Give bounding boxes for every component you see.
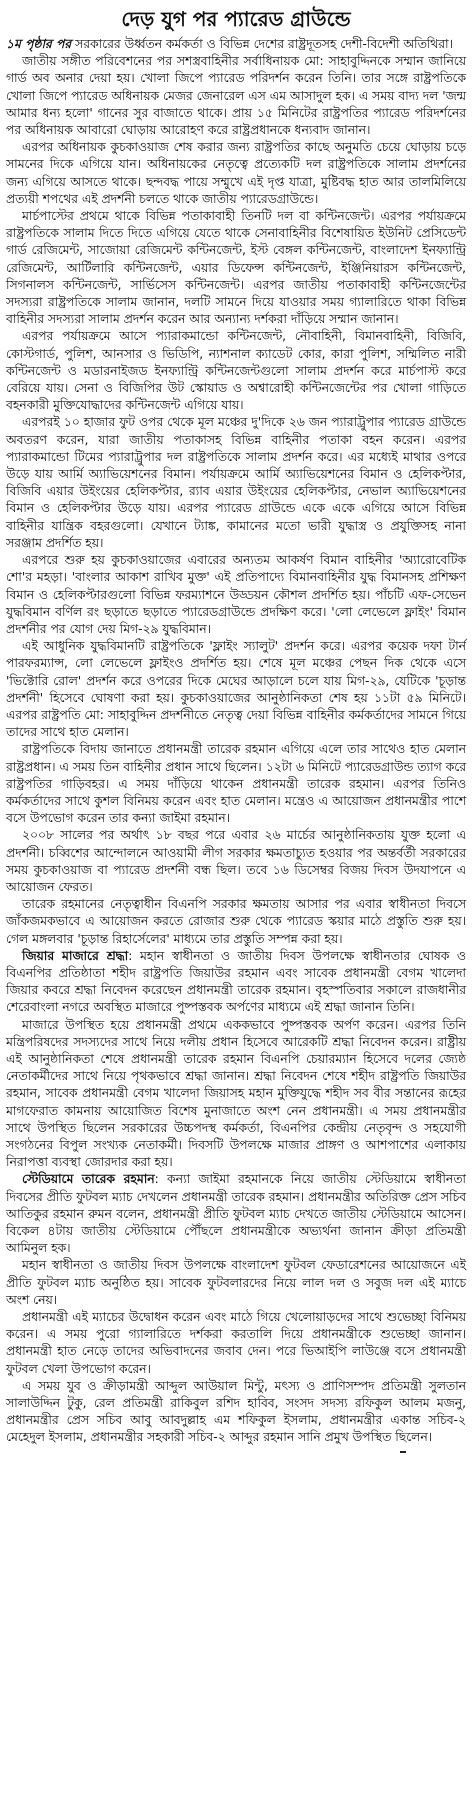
article-paragraph: মহান স্বাধীনতা ও জাতীয় দিবস উপলক্ষে বাংলাদেশ ফুটবল ফেডারেশনের আয়োজনে এই প্রীতি ফুটবল ম্যাচ অনুষ্ঠিত হয়। সাবেক ফুটবলারদের নিয়ে লাল দল ও সবুজ দল এই ম্যাচে অংশ নেয়।	[6, 1258, 466, 1307]
subhead-ziaur-mazar: জিয়ার মাজারে শ্রদ্ধা	[22, 948, 129, 963]
article-paragraph: এরপর অধিনায়ক কুচকাওয়াজ শেষ করার জন্য রাষ্ট্রপতির কাছে অনুমতি চেয়ে ঘোড়ায় চড়ে সামনের দিকে এগিয়ে যান। অধিনায়কের নেতৃত্বে প্রত্যেকটি দল রাষ্ট্রপতিকে সালাম প্রদর্শনের জন্য এগিয়ে আসতে থাকে। ছন্দবদ্ধ পায়ে সম্মুখে এই দৃপ্ত যাত্রা, মুষ্টিবদ্ধ হাত আর তালমিলিয়ে প্রত্যয়ী শপথের এই প্রদর্শনী চলতে থাকে জাতীয় প্যারেডগ্রাউন্ডে।	[6, 140, 466, 206]
page-footer	[6, 1447, 466, 1461]
article-paragraph: ২০০৮ সালের পর অর্থাৎ ১৮ বছর পরে এবার ২৬ মার্চের আনুষ্ঠানিকতায় যুক্ত হলো এ প্রদর্শনী। চব্বিশের আন্দোলনে আওয়ামী লীগ সরকার ক্ষমতাচ্যুত হওয়ার পর অন্তর্বর্তী সরকারের সময় কুচকাওয়াজ বা প্যারেড প্রদর্শনী বন্ধ ছিল। তবে ১৬ ডিসেম্বর বিজয় দিবস উদযাপনে এ আয়োজন ফেরত।	[6, 828, 466, 894]
article-paragraph: এই আধুনিক যুদ্ধবিমানটি রাষ্ট্রপতিকে 'ফ্লাইং স্যালুট' প্রদর্শন করে। এরপর কয়েক দফা টার্ন পারফরম্যান্স, লো লেভেলে ফ্লাইংও প্রদর্শিত হয়। শেষে মূল মঞ্চের পেছন দিক থেকে এসে 'ভিক্টোরি রোল' প্রদর্শন করে ওপরের দিকে মেঘের আড়ালে চলে যায় মিগ-২৯, যেটিকে 'চূড়ান্ত প্রদর্শনী' হিসেবে ঘোষণা করা হয়। কুচকাওয়াজের আনুষ্ঠানিকতা শেষ হয় ১১টা ৫৯ মিনিটে। এরপর রাষ্ট্রপতি মো: সাহাবুদ্দিন প্রদর্শনীতে নেতৃত্ব দেয়া বিভিন্ন বাহিনীর কর্মকর্তাদের সামনে গিয়ে তাদের সাথে হাত মেলান।	[6, 639, 466, 740]
article-paragraph: মার্চপাস্টের প্রথমে থাকে বিভিন্ন পতাকাবাহী তিনটি দল বা কন্টিনজেন্ট। এরপর পর্যায়ক্রমে রাষ্ট্রপতিকে সালাম দিতে দিতে এগিয়ে যেতে থাকে সেনাবাহিনীর বিশেষায়িত ইউনিট প্রেসিডেন্ট গার্ড রেজিমেন্ট, সাজোয়া রেজিমেন্ট কন্টিনজেন্ট, ইস্ট বেঙ্গল কন্টিনজেন্ট, বাংলাদেশ ইনফ্যান্ট্রি রেজিমেন্ট, আর্টিলারি কন্টিনজেন্ট, এয়ার ডিফেন্স কন্টিনজেন্ট, ইঞ্জিনিয়ারস কন্টিনজেন্ট, সিগনালস কন্টিনজেন্ট, সার্ভিসেস কন্টিনজেন্ট। এরপর জাতীয় পতাকাবাহী কন্টিনজেন্টের সদস্যরা রাষ্ট্রপতিকে সালাম জানান, দলটি সামনে দিয়ে যাওয়ার সময় গ্যালারিতে থাকা বিভিন্ন বাহিনীর সদস্যরা সালাম প্রদর্শন করেন আর অন্যান্য দর্শকরা দাঁড়িয়ে সম্মান জানান।	[6, 209, 466, 327]
ziaur-lead-paragraph: জিয়ার মাজারে শ্রদ্ধা: মহান স্বাধীনতা ও জাতীয় দিবস উপলক্ষে স্বাধীনতার ঘোষক ও বিএনপির প্রতিষ্ঠাতা শহীদ রাষ্ট্রপতি জিয়াউর রহমান এবং সাবেক প্রধানমন্ত্রী বেগম খালেদা জিয়ার কবরে শ্রদ্ধা নিবেদন করেছেন প্রধানমন্ত্রী তারেক রহমান। বৃহস্পতিবার সকালে রাজধানীর শেরেবাংলা নগরে অবস্থিত মাজারে পুষ্পস্তবক অর্পণের মাধ্যমে এই শ্রদ্ধা জানান তিনি।	[6, 948, 466, 1015]
continued-from-label: ১ম পৃষ্ঠার পর	[6, 37, 72, 51]
article-paragraph: এ সময় যুব ও ক্রীড়ামন্ত্রী আব্দুল আউয়াল মিন্টু, মৎস্য ও প্রাণিসম্পদ প্রতিমন্ত্রী সুলতান সালাউদ্দিন টুকু, রেল প্রতিমন্ত্রী রাকিবুল রশিদ হাবিব, সংসদ সদস্য রফিকুল আলম মজনু, প্রধানমন্ত্রীর প্রেস সচিব আবু আবদুল্লাহ এম শফিকুল ইসলাম, প্রধানমন্ত্রীর একান্ত সচিব-২ মেহেদুল ইসলাম, প্রধানমন্ত্রীর সহকারী সচিব-২ আব্দুর রহমান সানি প্রমুখ উপস্থিত ছিলেন।	[6, 1378, 466, 1445]
stadium-lead-paragraph: স্টেডিয়ামে তারেক রহমান: কন্যা জাইমা রহমানকে নিয়ে জাতীয় স্টেডিয়ামে স্বাধীনতা দিবসের প্রীতি ফুটবল ম্যাচ দেখলেন প্রধানমন্ত্রী তারেক রহমান। প্রধানমন্ত্রীর অতিরিক্ত প্রেস সচিব আতিকুর রহমান রুমন বলেন, প্রধানমন্ত্রী প্রীতি ফুটবল ম্যাচ দেখতে জাতীয় স্টেডিয়ামে আসেন। বিকেল ৪টায় জাতীয় স্টেডিয়ামে পৌঁছলে প্রধানমন্ত্রীকে অভ্যর্থনা জানান ক্রীড়া প্রতিমন্ত্রী আমিনুল হক।	[6, 1172, 466, 1256]
article-paragraph: এরপরে শুরু হয় কুচকাওয়াজের এবারের অন্যতম আকর্ষণ বিমান বাহিনীর 'অ্যারোবেটিক শো'র মহড়া। 'বাংলার আকাশ রাখিব মুক্ত' এই প্রতিপাদ্যে বিমানবাহিনীর যুদ্ধ বিমানসহ প্রশিক্ষণ বিমান ও হেলিকপ্টারগুলো বিভিন্ন ফরম্যাশনে উড্ডয়ন কৌশল প্রদর্শিত হয়। পাঁচটি এফ-সেভেন যুদ্ধবিমান বর্ণিল রং ছড়াতে ছড়াতে প্যারেডগ্রাউন্ডে প্রদক্ষিণ করে। 'লো লেভেলে ফ্লাইং' বিমান প্রদর্শনীর পর যোগ দেয় মিগ-২৯ যুদ্ধবিমান।	[6, 553, 466, 636]
article-paragraph: জাতীয় সঙ্গীত পরিবেশনের পর সশস্ত্রবাহিনীর সর্বাধিনায়ক মো: সাহাবুদ্দিনকে সম্মান জানিয়ে গার্ড অব অনার দেয়া হয়। খোলা জিপে প্যারেড পরিদর্শন করেন তিনি। তার সঙ্গে রাষ্ট্রপতিকে খোলা জিপে প্যারেড অধিনায়ক মেজর জেনারেল এস এম আসাদুল হক। এ সময় বাদ্য দল 'জন্ম আমার ধন্য হলো' গানের সুর বাজাতে থাকে। প্রায় ১৫ মিনিটের রাষ্ট্রপতির প্যারেড পরিদর্শনের পর অধিনায়ক আবারো ঘোড়ায় আরোহণ করে রাষ্ট্রপ্রধানকে ধন্যবাদ জানান।	[6, 54, 466, 138]
subhead-stadium: স্টেডিয়ামে তারেক রহমান	[22, 1172, 155, 1187]
continuation-mark	[400, 1451, 406, 1453]
article-paragraph: এরপর পর্যায়ক্রমে আসে প্যারাকমান্ডো কন্টিনজেন্ট, নৌবাহিনী, বিমানবাহিনী, বিজিবি, কোস্টগার্ড, পুলিশ, আনসার ও ভিডিপি, ন্যাশনাল ক্যাডেট কোর, কারা পুলিশ, সম্মিলিত নারী কন্টিনজেন্ট ও মডারনাইজড ইনফ্যান্ট্রি কন্টিনজেন্টগুলো সালাম প্রদর্শন করে মার্চপাস্ট করে বেরিয়ে যায়। সেনা ও বিজিপির উট স্কোয়াড ও অশ্বারোহী কন্টিনজেন্টের পর খোলা গাড়িতে বহনকারী মুক্তিযোদ্ধাদের কন্টিনজেন্ট এগিয়ে যায়।	[6, 329, 466, 413]
article-paragraph: এরপরই ১০ হাজার ফুট ওপর থেকে মূল মঞ্চের দু'দিকে ২৬ জন প্যারাট্রুপার প্যারেড গ্রাউন্ডে অবতরণ করেন, যারা জাতীয় পতাকাসহ বিভিন্ন বাহিনীর পতাকা বহন করেন। এরপর প্যারাকমান্ডো টিমের প্যারাট্রুপার দল রাষ্ট্রপতিকে সালাম প্রদর্শন করে। এর মধ্যেই মাথার ওপরে উড়ে যায় আর্মি অ্যাভিয়েশনের বিমান। পর্যায়ক্রমে আর্মি অ্যাভিয়েশনের বিমান ও হেলিকপ্টার, বিজিবি এয়ার উইংয়ের হেলিকপ্টার, র‍্যাব এয়ার উইংয়ের হেলিকপ্টার, নেভাল অ্যাভিয়েশনের বিমান ও হেলিকপ্টার উড়ে যায়। এরপর প্যারেড গ্রাউন্ডে একে একে এগিয়ে আসে বিভিন্ন বাহিনীর যান্ত্রিক বহরগুলো। যেখানে ট্যাঙ্ক, কামানের মতো ভারী যুদ্ধাস্ত্র ও প্রযুক্তিসহ নানা সরঞ্জাম প্রদর্শিত হয়।	[6, 415, 466, 550]
article-paragraph: মাজারে উপস্থিত হয়ে প্রধানমন্ত্রী প্রথমে এককভাবে পুষ্পস্তবক অর্পণ করেন। এরপর তিনি মন্ত্রিপরিষদের সদস্যদের সাথে নিয়ে দলীয় প্রধান হিসেবে আরেকটি শ্রদ্ধা নিবেদন করেন। রাষ্ট্রীয় এই আনুষ্ঠানিকতা শেষে প্রধানমন্ত্রী তারেক রহমান বিএনপি চেয়ারম্যান হিসেবে দলের জ্যেষ্ঠ নেতাকর্মীদের সাথে নিয়ে পৃথকভাবে শ্রদ্ধা জানান। শ্রদ্ধা নিবেদন শেষে শহীদ রাষ্ট্রপতি জিয়াউর রহমান, সাবেক প্রধানমন্ত্রী বেগম খালেদা জিয়াসহ মহান মুক্তিযুদ্ধে শহীদ সব বীর সন্তানের রূহের মাগফেরাত কামনায় আয়োজিত বিশেষ মুনাজাতে অংশ নেন প্রধানমন্ত্রী। এ সময় প্রধানমন্ত্রীর সাথে উপস্থিত ছিলেন সরকারের উচ্চপদস্থ কর্মকর্তা, বিএনপির কেন্দ্রীয় নেতৃবৃন্দ ও সহযোগী সংগঠনের বিপুল সংখ্যক নেতাকর্মী। দিবসটি উপলক্ষে মাজার প্রাঙ্গণ ও আশপাশের এলাকায় নিরাপত্তা ব্যবস্থা জোরদার করা হয়।	[6, 1017, 466, 1170]
article-paragraph: তারেক রহমানের নেতৃত্বাধীন বিএনপি সরকার ক্ষমতায় আসার পর এবার স্বাধীনতা দিবসে জাঁকজমকভাবে এ আয়োজন করতে রোজার শুরু থেকে প্যারেড স্কয়ার মাঠে প্রস্তুতি শুরু হয়। গেল মঙ্গলবার 'চূড়ান্ত রিহার্সেলের' মাধ্যমে তার প্রস্তুতি সম্পন্ন করা হয়।	[6, 897, 466, 946]
article-paragraph: ১ম পৃষ্ঠার পর সরকারের উর্ধ্বতন কর্মকর্তা ও বিভিন্ন দেশের রাষ্ট্রদূতসহ দেশী-বিদেশী অতিথিরা।	[6, 37, 454, 51]
article-body	[6, 36, 466, 1447]
article-paragraph: রাষ্ট্রপতিকে বিদায় জানাতে প্রধানমন্ত্রী তারেক রহমান এগিয়ে এলে তার সাথেও হাত মেলান রাষ্ট্রপ্রধান। এ সময় তিন বাহিনীর প্রধান সাথে ছিলেন। ১২টা ৬ মিনিটে প্যারেডগ্রাউন্ড ত্যাগ করে রাষ্ট্রপতির গাড়িবহর। এ সময় দাঁড়িয়ে থাকেন প্রধানমন্ত্রী তারেক রহমান। এরপর তিনিও কর্মকর্তাদের সাথে কুশল বিনিময় করেন এবং হাত মেলান। মন্ত্রেও এ আয়োজন প্রধানমন্ত্রীর পাশে বসে উপভোগ করেন তার কন্যা জাইমা রহমান।	[6, 742, 466, 826]
article-paragraph: প্রধানমন্ত্রী এই ম্যাচের উদ্বোধন করেন এবং মাঠে গিয়ে খেলোয়াড়দের সাথে শুভেচ্ছা বিনিময় করেন। এ সময় পুরো গ্যালারিতে দর্শকরা করতালি দিয়ে প্রধানমন্ত্রীকে শুভেচ্ছা জানান। প্রধানমন্ত্রী হাত নেড়ে তাদের অভিবাদনের জবাব দেন। পরে ভিআইপি লাউঞ্জে বসে প্রধানমন্ত্রী ফুটবল খেলা উপভোগ করেন।	[6, 1310, 466, 1376]
headline: দেড় যুগ পর প্যারেড গ্রাউন্ডে	[121, 7, 351, 31]
